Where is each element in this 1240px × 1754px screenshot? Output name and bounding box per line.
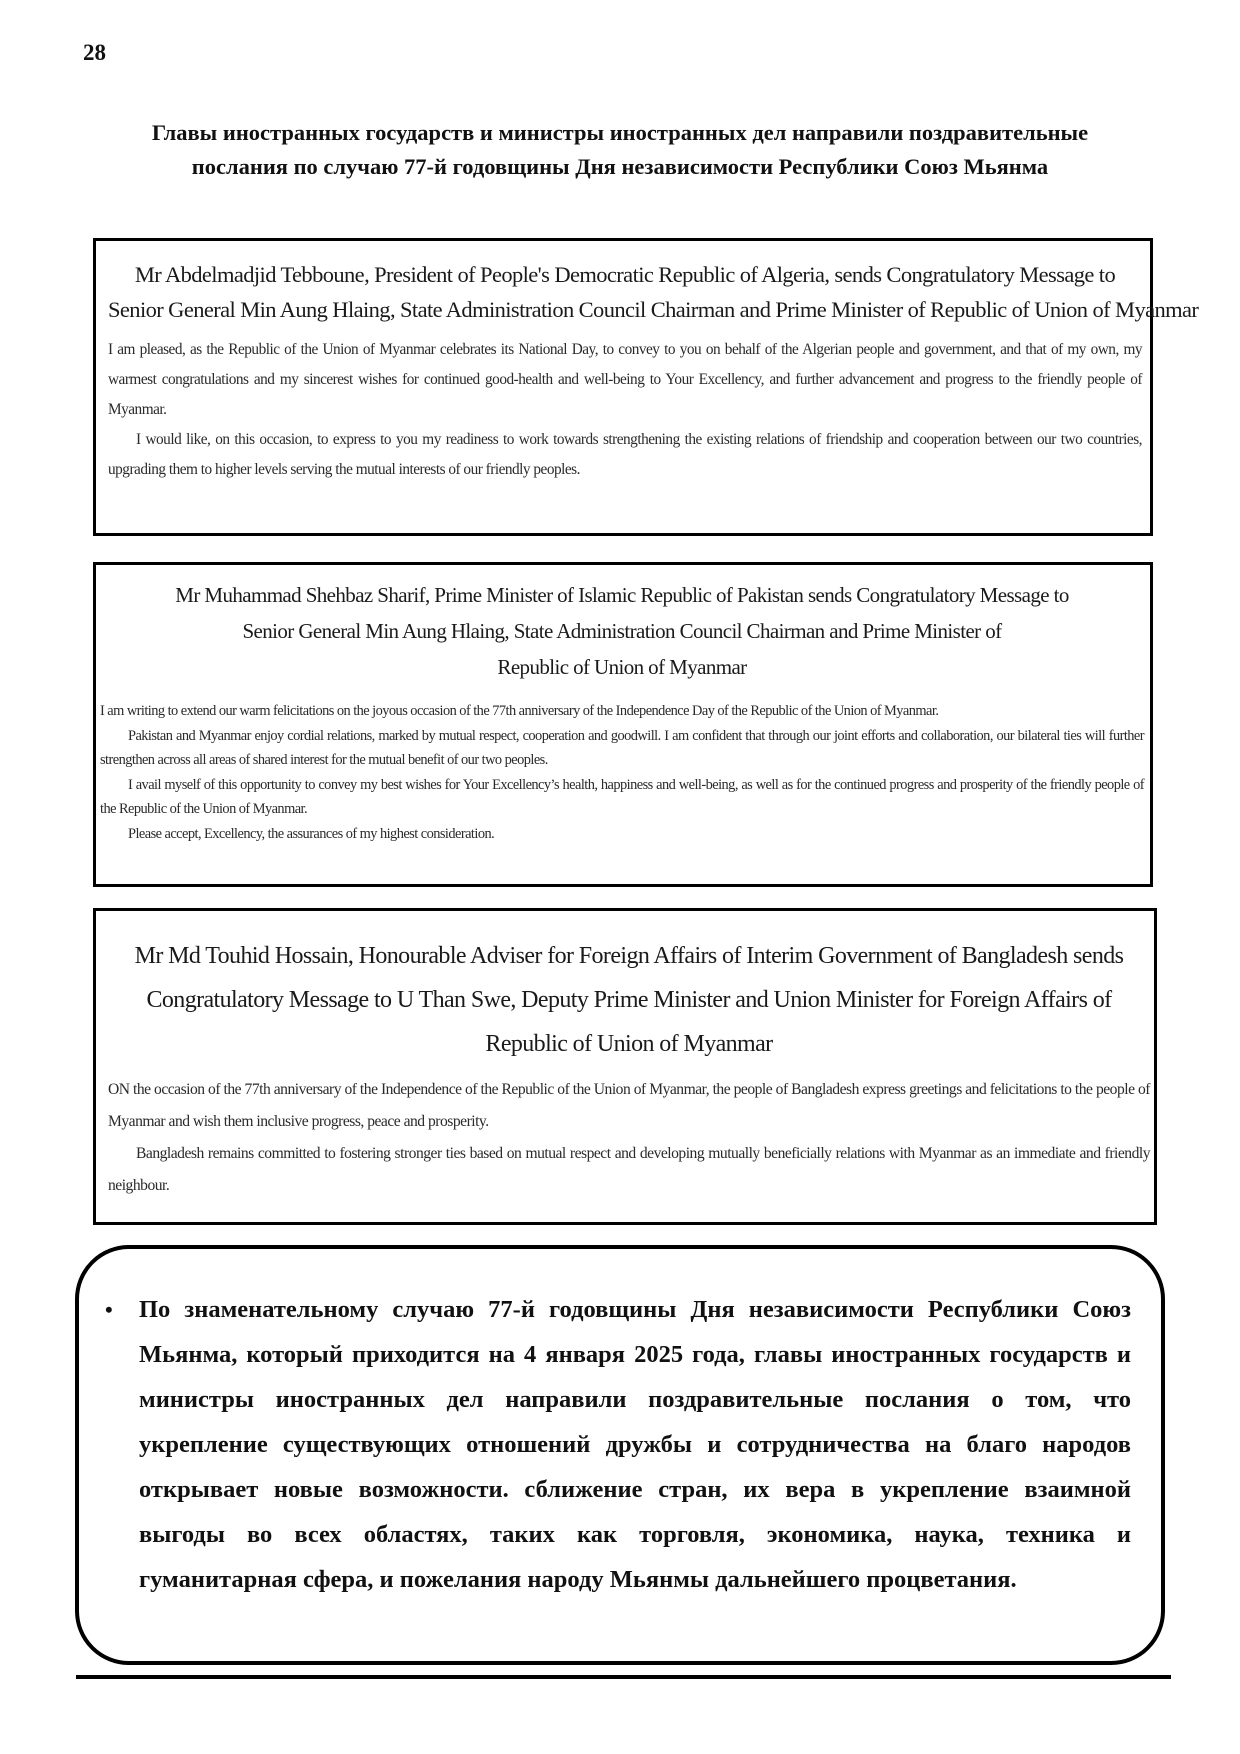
summary-text: По знаменательному случаю 77-й годовщины Дня независимости Республики Союз Мьянма, который приходится на 4 января 2025 года, главы иностранных государств и министры иностранных дел направили поздравительные послания о том, что укрепление существующих отношений дружбы и сотрудничества на благо народов открывает новые возможности. сближение стран, их вера в укрепление взаимной выгоды во всех областях, таких как торговля, экономика, наука, техника и гуманитарная сфера, и пожелания народу Мьянмы дальнейшего процветания.	[139, 1296, 1131, 1593]
message-paragraph: I am pleased, as the Republic of the Union of Myanmar celebrates its National Day, to convey to you on behalf of the Algerian people and government, and that of my own, my warmest congratulations and my sincerest wishes for continued good-health and well-being to Your Excellency, and further advancement and progress to the friendly people of Myanmar.	[108, 341, 1142, 418]
message-paragraph: I am writing to extend our warm felicitations on the joyous occasion of the 77th anniversary of the Independence Day of the Republic of the Union of Myanmar.	[100, 703, 939, 719]
message-title	[108, 934, 1150, 1066]
message-title-line: Mr Abdelmadjid Tebboune, President of People's Democratic Republic of Algeria, sends Congratulatory Message to	[134, 262, 1116, 287]
message-paragraph: I avail myself of this opportunity to convey my best wishes for Your Excellency’s health, happiness and well-being, as well as for the continued progress and prosperity of the friendly people of the Republic of the Union of Myanmar.	[100, 776, 1144, 817]
page-number: 28	[83, 40, 106, 65]
page-title	[80, 116, 1160, 184]
message-box-bangladesh	[93, 908, 1157, 1225]
message-title-line: Mr Muhammad Shehbaz Sharif, Prime Minister of Islamic Republic of Pakistan sends Congratulatory Message to	[175, 583, 1069, 607]
bullet-icon: •	[105, 1297, 113, 1322]
message-body	[108, 1074, 1150, 1202]
message-paragraph: Pakistan and Myanmar enjoy cordial relations, marked by mutual respect, cooperation and goodwill. I am confident that through our joint efforts and collaboration, our bilateral ties will further strengthen across all areas of shared interest for the mutual benefit of our two peoples.	[100, 727, 1144, 768]
bottom-divider	[76, 1675, 1171, 1679]
message-box-pakistan	[93, 562, 1153, 887]
message-title-line: Senior General Min Aung Hlaing, State Administration Council Chairman and Prime Minister of Republic of Union of Myanmar	[108, 297, 1199, 322]
message-title-line: Republic of Union of Myanmar	[497, 655, 747, 679]
message-title-line: Mr Md Touhid Hossain, Honourable Adviser for Foreign Affairs of Interim Government of Bangladesh sends	[134, 943, 1124, 969]
message-paragraph: Please accept, Excellency, the assurances of my highest consideration.	[128, 825, 495, 842]
message-title	[108, 257, 1199, 327]
message-title	[100, 577, 1144, 685]
message-body	[100, 699, 1144, 846]
message-paragraph: I would like, on this occasion, to express to you my readiness to work towards strengthening the existing relations of friendship and cooperation between our two countries, upgrading them to higher levels serving the mutual interests of our friendly peoples.	[108, 431, 1142, 478]
message-title-line: Congratulatory Message to U Than Swe, Deputy Prime Minister and Union Minister for Foreign Affairs of	[146, 987, 1112, 1013]
message-title-line: Republic of Union of Myanmar	[485, 1031, 773, 1057]
message-paragraph: ON the occasion of the 77th anniversary of the Independence of the Republic of the Union of Myanmar, the people of Bangladesh express greetings and felicitations to the people of Myanmar and wish them inclusive progress, peace and prosperity.	[108, 1081, 1150, 1130]
page-title-line: послания по случаю 77-й годовщины Дня независимости Республики Союз Мьянма	[191, 154, 1049, 179]
page-title-line: Главы иностранных государств и министры иностранных дел направили поздравительные	[151, 120, 1089, 145]
message-paragraph: Bangladesh remains committed to fostering stronger ties based on mutual respect and developing mutually beneficially relations with Myanmar as an immediate and friendly neighbour.	[108, 1145, 1150, 1194]
message-body	[108, 335, 1142, 485]
message-title-line: Senior General Min Aung Hlaing, State Administration Council Chairman and Prime Minister of	[242, 619, 1002, 643]
summary-box	[75, 1245, 1165, 1665]
message-box-algeria	[93, 238, 1199, 536]
